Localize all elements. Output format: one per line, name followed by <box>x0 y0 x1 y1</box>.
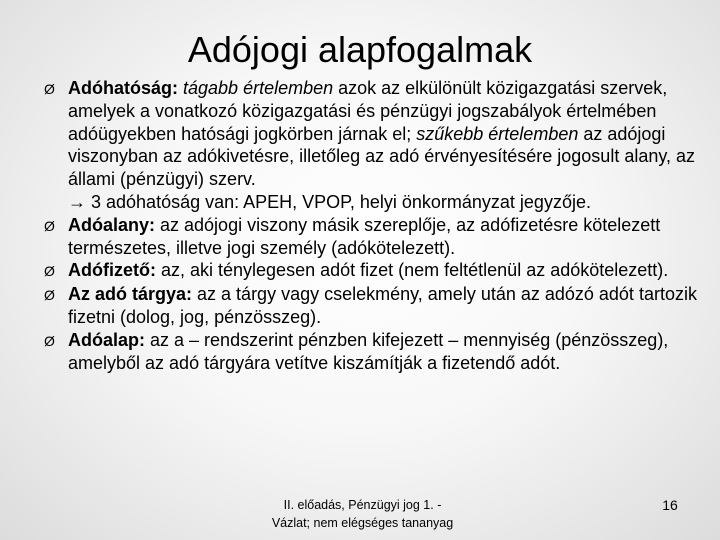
bullet-term: Adóalap: <box>68 329 146 350</box>
bullet-term: Az adó tárgya: <box>68 284 193 305</box>
bullet-text <box>68 283 704 329</box>
bullet-text-emphasis: tágabb értelemben <box>183 78 334 98</box>
bullet-text-segment: az adójogi viszonyban az adókivetésre, illetőleg az adó érvényesítésére jogosult alany, az állami (pénzügyi) szerv. <box>68 123 696 190</box>
arrow-bullet-icon: Ø <box>44 217 55 234</box>
bullet-term: Adófizető: <box>68 260 156 281</box>
bullet-item-adoalany <box>44 214 704 260</box>
bullet-item-adohatosag <box>44 77 704 214</box>
arrow-bullet-icon: Ø <box>44 287 55 304</box>
bullet-item-adoalap <box>44 329 704 375</box>
arrow-bullet-icon: Ø <box>44 81 55 97</box>
bullet-text-segment: az a tárgy vagy cselekmény, amely után az adózó adót tartozik fizetni (dolog, jog, pénzösszeg). <box>68 284 697 327</box>
bullet-list <box>44 77 704 374</box>
slide-title: Adójogi alapfogalmak <box>187 29 533 70</box>
bullet-text-segment: az a – rendszerint pénzben kifejezett – mennyiség (pénzösszeg), amelyből az adó tárgyára vetítve kiszámítják a fizetendő adót. <box>68 329 669 373</box>
arrow-bullet-icon: Ø <box>44 332 55 349</box>
bullet-text-emphasis: szűkebb értelemben <box>416 123 579 144</box>
arrow-bullet-icon: Ø <box>44 263 55 280</box>
slide-footer <box>250 496 475 532</box>
bullet-text-segment: az adójogi viszony másik szereplője, az adófizetésre kötelezett természetes, illetve jogi személy (adókötelezett). <box>68 214 661 258</box>
bullet-term: Adóhatóság: <box>68 78 178 98</box>
page-number: 16 <box>662 497 678 513</box>
bullet-note: → 3 adóhatóság van: APEH, VPOP, helyi önkormányzat jegyzője. <box>68 191 591 212</box>
footer-line-1: II. előadás, Pénzügyi jog 1. - <box>283 498 442 512</box>
footer-line-2: Vázlat; nem elégséges tananyag <box>271 516 454 530</box>
bullet-text-segment: azok az elkülönült közigazgatási szervek, amelyek a vonatkozó közigazgatási és pénzügyi jogszabályok értelmében adóügyekben hatósági jogkörben járnak el; <box>68 78 668 144</box>
bullet-text <box>68 77 704 214</box>
bullet-text <box>68 259 704 282</box>
bullet-text <box>68 214 704 260</box>
bullet-text-segment: az, aki ténylegesen adót fizet (nem feltétlenül az adókötelezett). <box>155 260 669 281</box>
bullet-item-ado-targya <box>44 283 704 329</box>
bullet-term: Adóalany: <box>68 214 156 235</box>
bullet-item-adofizeto <box>44 259 704 283</box>
bullet-text <box>68 329 704 375</box>
